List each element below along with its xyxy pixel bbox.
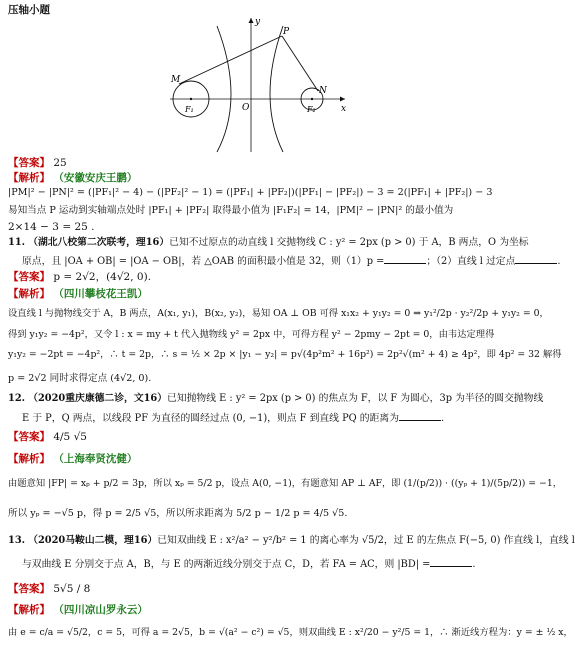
q11-stem-1	[8, 236, 529, 250]
q11-number: 11.	[8, 237, 26, 248]
label-n: N	[319, 86, 327, 96]
q11-stem-text-1: 已知不过原点的动直线 l 交抛物线 C : y² = 2px (p > 0) 于 A，B 两点，O 为坐标	[169, 237, 529, 248]
q12-stem-text-2b: .	[441, 413, 445, 424]
segment-mp	[179, 36, 282, 84]
q11-blank-2	[515, 253, 557, 264]
q11-answer: p = 2√2，(4√2, 0).	[53, 271, 152, 283]
point-f2	[311, 98, 313, 100]
q12-analysis-line	[8, 452, 137, 467]
label-f1: F₁	[185, 105, 194, 114]
analysis-tag: 【解析】	[8, 288, 50, 300]
q13-stem-1	[8, 534, 575, 548]
q10-answer: 25	[53, 157, 67, 169]
q13-stem-text-2b: .	[472, 559, 476, 570]
q11-stem-text-2c: .	[557, 256, 561, 267]
q12-source: （2020重庆康德二诊，文16）	[28, 393, 168, 404]
q12-author: （上海奉贤沈健）	[53, 453, 138, 465]
q13-blank	[430, 556, 472, 567]
q10-solution-2: 易知当点 P 运动到实轴端点处时 |PF₁| + |PF₂| 取得最小值为 |F₁F₂| = 14，|PM|² − |PN|² 的最小值为	[8, 205, 454, 216]
q12-answer: 4/5 √5	[53, 431, 87, 443]
hyperbola-right-branch	[270, 26, 283, 152]
label-p: P	[283, 27, 290, 37]
q11-solution-2: 得到 y₁y₂ = −4p²，又令 l : x = my + t 代入抛物线 y² = 2px 中，可得方程 y² − 2pmy − 2pt = 0，由韦达定理得	[8, 329, 495, 340]
point-f1	[190, 98, 192, 100]
q13-source: （2020马鞍山二模，理16）	[28, 535, 158, 546]
q11-analysis-line	[8, 287, 148, 302]
q13-number: 13.	[8, 535, 26, 546]
q11-stem-2	[22, 253, 561, 269]
hyperbola-left-branch	[217, 26, 231, 152]
q11-stem-text-2: 原点，且 |OA + OB| = |OA − OB|，若 △OAB 的面积最小值是 32，则（1）p =	[22, 256, 385, 267]
q10-solution-1: |PM|² − |PN|² = (|PF₁|² − 4) − (|PF₂|² − 1) = (|PF₁| + |PF₂|)(|PF₁| − |PF₂|) − 3 = 2(|PF₁| + |PF₂|) − 3	[8, 187, 493, 198]
q10-solution-3: 2×14 − 3 = 25 .	[8, 221, 95, 233]
x-axis-arrow	[340, 97, 345, 102]
q11-source: （湖北八校第二次联考，理16）	[28, 237, 170, 248]
q11-stem-text-2b: ；（2）直线 l 过定点	[426, 256, 516, 267]
q12-solution-1: 由题意知 |FP| = xₚ + p/2 = 3p，所以 xₚ = 5/2 p，设点 A(0, −1)，有题意知 AP ⊥ AF，即 (1/(p/2)) · ((yₚ + 1)/(5p/2)) = −1，	[8, 478, 563, 489]
q13-solution-1: 由 e = c/a = √5/2，c = 5，可得 a = 2√5，b = √(a² − c²) = √5，则双曲线 E : x²/20 − y²/5 = 1，∴ 渐近线方程为：y = ± ½ x，	[8, 627, 573, 638]
q13-answer-line	[8, 582, 90, 597]
q12-number: 12.	[8, 393, 26, 404]
q11-solution-3: y₁y₂ = −2pt = −4p²，∴ t = 2p，∴ s = ½ × 2p × |y₁ − y₂| = p√(4p²m² + 16p²) = 2p²√(m² + 4) ≥ 4p²，即 4p² = 32 解得	[8, 349, 562, 360]
label-y: y	[255, 17, 261, 27]
analysis-tag: 【解析】	[8, 453, 50, 465]
label-x: x	[341, 104, 347, 114]
section-title: 压轴小题	[8, 4, 50, 16]
q13-stem-2	[22, 556, 476, 572]
q12-stem-1	[8, 392, 543, 406]
q13-stem-text-2: 与双曲线 E 分别交于点 A，B，与 E 的两渐近线分别交于点 C，D，若 FA = AC，则 |BD| =	[22, 559, 431, 570]
q11-author: （四川攀枝花王凯）	[53, 288, 148, 300]
q11-solution-1: 设直线 l 与抛物线交于 A，B 两点，A(x₁, y₁)，B(x₂, y₂)，易知 OA ⊥ OB 可得 x₁x₂ + y₁y₂ = 0 ⇒ y₁²/2p · y₂²/2p + y₁y₂ = 0，	[8, 308, 549, 319]
q13-analysis-line	[8, 603, 148, 618]
q10-analysis-line	[8, 171, 137, 186]
answer-tag: 【答案】	[8, 271, 50, 283]
label-m: M	[171, 75, 181, 85]
label-o: O	[242, 103, 250, 113]
q12-blank	[399, 410, 441, 421]
q12-stem-2	[22, 410, 444, 426]
q12-solution-2: 所以 yₚ = −√5 p，得 p = 2/5 √5，所以所求距离为 5/2 p − 1/2 p = 4/5 √5.	[8, 508, 348, 519]
analysis-tag: 【解析】	[8, 172, 50, 184]
answer-tag: 【答案】	[8, 157, 50, 169]
y-axis-arrow	[249, 18, 254, 23]
answer-tag: 【答案】	[8, 431, 50, 443]
q10-answer-line	[8, 156, 67, 171]
q13-answer: 5√5 / 8	[53, 583, 91, 595]
q11-solution-4: p = 2√2 同时求得定点 (4√2, 0).	[8, 373, 152, 384]
q12-answer-line	[8, 430, 87, 445]
q12-stem-text-1: 已知抛物线 E : y² = 2px (p > 0) 的焦点为 F，以 F 为圆心，3p 为半径的圆交抛物线	[167, 393, 544, 404]
q13-author: （四川凉山罗永云）	[53, 604, 148, 616]
segment-pn	[282, 36, 318, 91]
answer-tag: 【答案】	[8, 583, 50, 595]
hyperbola-figure	[165, 14, 350, 154]
q11-answer-line	[8, 270, 151, 285]
q13-stem-text-1: 已知双曲线 E : x²/a² − y²/b² = 1 的离心率为 √5/2，过 E 的左焦点 F(−5, 0) 作直线 l，直线 l	[157, 535, 575, 546]
q10-author: （安徽安庆王鹏）	[53, 172, 138, 184]
analysis-tag: 【解析】	[8, 604, 50, 616]
q11-blank-1	[384, 253, 426, 264]
q12-stem-text-2: E 于 P，Q 两点，以线段 PF 为直径的圆经过点 (0, −1)，则点 F 到直线 PQ 的距离为	[22, 413, 399, 424]
label-f2: F₂	[307, 105, 316, 114]
